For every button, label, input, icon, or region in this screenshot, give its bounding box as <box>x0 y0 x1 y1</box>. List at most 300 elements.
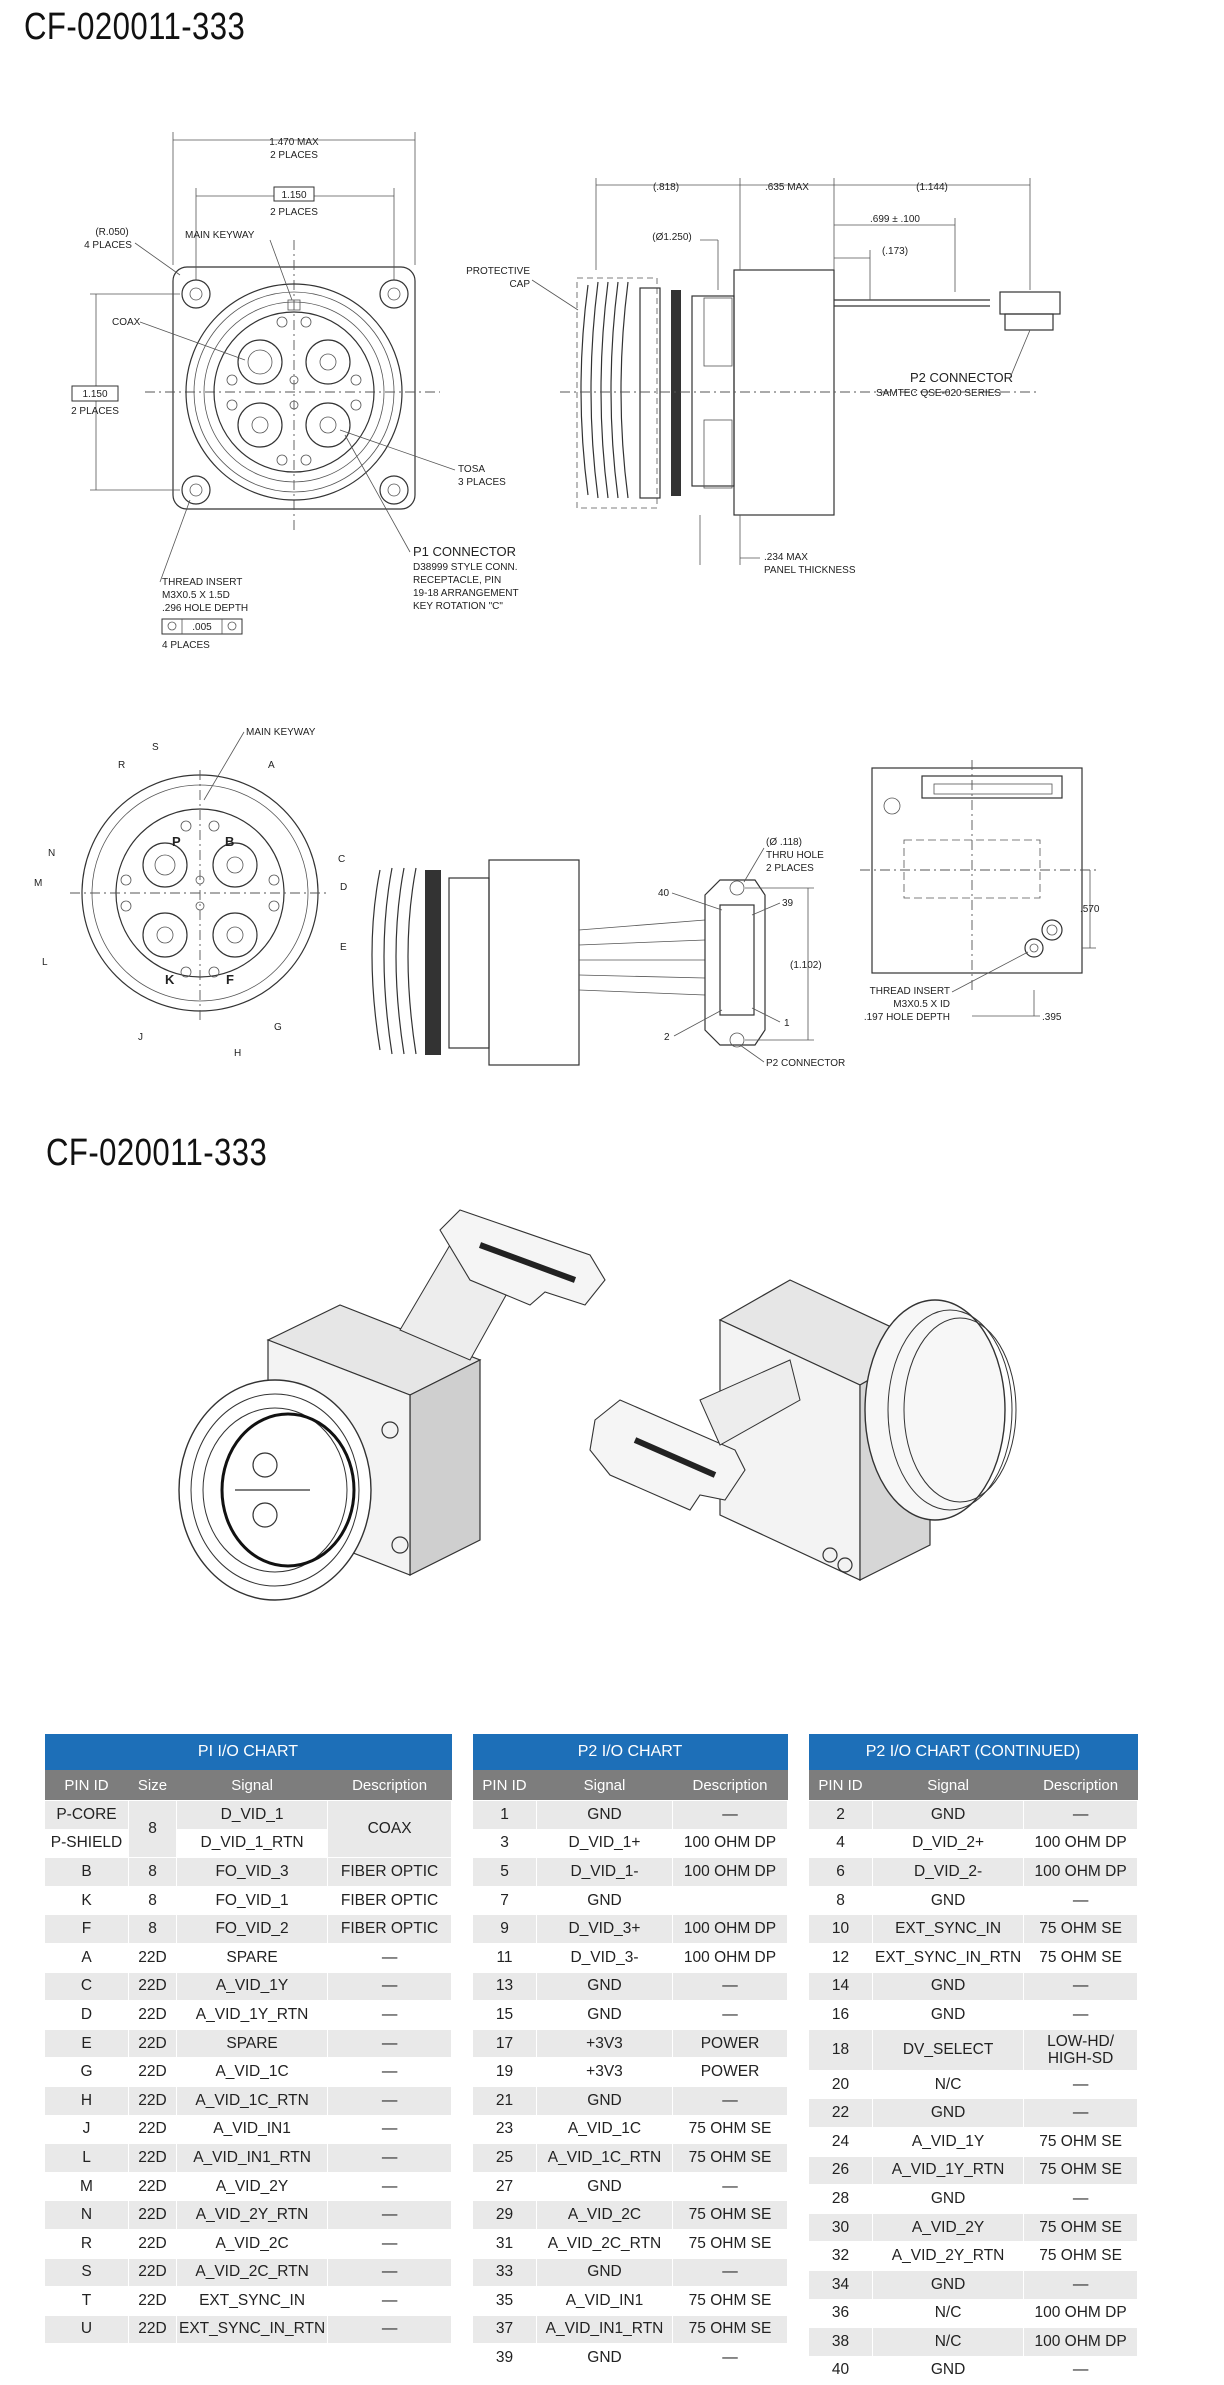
p2-table-cell: 75 OHM SE <box>673 2229 788 2258</box>
svg-text:F: F <box>226 972 234 987</box>
p2-chart-title: P2 I/O CHART <box>473 1734 788 1770</box>
p2c-table-cell: 40 <box>809 2356 873 2385</box>
p2c-table-cell: 100 OHM DP <box>1024 1858 1138 1887</box>
p2-table-cell: A_VID_1C <box>537 2115 673 2144</box>
pi-table-cell: EXT_SYNC_IN <box>177 2287 328 2316</box>
pi-table-cell: — <box>328 2258 452 2287</box>
p2-table-row <box>473 2229 788 2258</box>
pi-table-row <box>45 2172 452 2201</box>
p2c-table-cell: 75 OHM SE <box>1024 1943 1138 1972</box>
p2c-table-cell: 22 <box>809 2099 873 2128</box>
p2c-header-signal: Signal <box>873 1770 1024 1801</box>
p2-table-cell: — <box>673 2001 788 2030</box>
p2-table-cell: 39 <box>473 2344 537 2373</box>
svg-text:S: S <box>152 742 159 753</box>
svg-text:P: P <box>172 834 181 849</box>
p2-table-row <box>473 2287 788 2316</box>
svg-text:.699 ± .100: .699 ± .100 <box>870 214 920 225</box>
svg-text:B: B <box>225 834 235 849</box>
svg-text:2 PLACES: 2 PLACES <box>71 406 119 417</box>
p2-table-cell: 7 <box>473 1886 537 1915</box>
svg-text:MAIN KEYWAY: MAIN KEYWAY <box>246 727 316 738</box>
pi-table-row <box>45 2086 452 2115</box>
svg-text:D38999 STYLE CONN.: D38999 STYLE CONN. <box>413 562 518 573</box>
pi-cell-pin: P-CORE <box>45 1801 129 1830</box>
p2c-table-cell: — <box>1024 1801 1138 1830</box>
svg-text:(1.102): (1.102) <box>790 960 822 971</box>
svg-text:TOSA: TOSA <box>458 464 486 475</box>
p2c-table-cell: GND <box>873 1886 1024 1915</box>
p2-table-cell: — <box>673 1972 788 2001</box>
p2-table-cell: 100 OHM DP <box>673 1943 788 1972</box>
pi-table-cell: — <box>328 2115 452 2144</box>
p2-connector-label: P2 CONNECTOR <box>910 370 1014 385</box>
p2-table-cell: — <box>673 2172 788 2201</box>
svg-text:THRU HOLE: THRU HOLE <box>766 850 824 861</box>
pi-table-cell: A_VID_1C <box>177 2058 328 2087</box>
pi-cell-desc-merged: COAX <box>328 1801 452 1858</box>
p2c-table-row <box>809 2001 1138 2030</box>
pi-header-pin-id: PIN ID <box>45 1770 129 1801</box>
svg-text:L: L <box>42 957 48 968</box>
pi-table-row <box>45 2115 452 2144</box>
p2c-table-row <box>809 1801 1138 1830</box>
p2-table-cell: 100 OHM DP <box>673 1858 788 1887</box>
p2-table-cell: 3 <box>473 1829 537 1858</box>
p2-table-cell: GND <box>537 1886 673 1915</box>
p2c-table-cell: — <box>1024 2001 1138 2030</box>
front-view <box>71 132 519 651</box>
p2c-table-row <box>809 2185 1138 2214</box>
p2-table-cell: 9 <box>473 1915 537 1944</box>
p2c-table-cell: 36 <box>809 2299 873 2328</box>
p2-io-chart-continued <box>808 1734 1138 2385</box>
pi-table-cell: EXT_SYNC_IN_RTN <box>177 2315 328 2344</box>
pi-header-size: Size <box>129 1770 177 1801</box>
p2-table-cell: D_VID_1- <box>537 1858 673 1887</box>
p2-table-cell: D_VID_3+ <box>537 1915 673 1944</box>
p2-table-cell: A_VID_IN1 <box>537 2287 673 2316</box>
pi-table-cell: — <box>328 2029 452 2058</box>
render-title: CF-020011-333 <box>46 1132 268 1174</box>
p2-header-pin-id: PIN ID <box>473 1770 537 1801</box>
p2c-table-row <box>809 1943 1138 1972</box>
p2c-table-cell: 30 <box>809 2213 873 2242</box>
pi-table-cell: M <box>45 2172 129 2201</box>
p2-table-cell: 33 <box>473 2258 537 2287</box>
p2-table-cell: — <box>673 2086 788 2115</box>
svg-text:R: R <box>118 760 126 771</box>
pi-table-cell: E <box>45 2029 129 2058</box>
p2c-table-cell: 6 <box>809 1858 873 1887</box>
p2-table-cell: 75 OHM SE <box>673 2201 788 2230</box>
svg-text:THREAD INSERT: THREAD INSERT <box>869 986 950 997</box>
p2-table-cell: 23 <box>473 2115 537 2144</box>
p2c-header-description: Description <box>1024 1770 1138 1801</box>
p2c-table-row <box>809 2156 1138 2185</box>
pi-table-cell: B <box>45 1858 129 1887</box>
pi-table-cell: — <box>328 2201 452 2230</box>
p2c-table-cell: — <box>1024 1972 1138 2001</box>
svg-text:2 PLACES: 2 PLACES <box>766 863 814 874</box>
pi-table-cell: F <box>45 1915 129 1944</box>
pi-table-cell: G <box>45 2058 129 2087</box>
p2c-table-cell: GND <box>873 2001 1024 2030</box>
p2-table-row <box>473 2086 788 2115</box>
p2-table-cell: 1 <box>473 1801 537 1830</box>
p2c-table-cell: 16 <box>809 2001 873 2030</box>
p2-table-row <box>473 1972 788 2001</box>
p2c-table-cell: 34 <box>809 2270 873 2299</box>
pi-io-chart <box>44 1734 452 2344</box>
pin-face-view <box>34 727 347 1059</box>
dim-1470: 1.470 MAX <box>269 137 319 148</box>
pi-table-row <box>45 2229 452 2258</box>
svg-text:COAX: COAX <box>112 317 141 328</box>
p2c-table-row <box>809 2242 1138 2271</box>
pi-table-row <box>45 2058 452 2087</box>
svg-text:D: D <box>340 882 348 893</box>
p2c-table-cell: GND <box>873 2185 1024 2214</box>
drawing-title: CF-020011-333 <box>24 6 246 48</box>
svg-text:E: E <box>340 942 347 953</box>
p2-table-cell: 27 <box>473 2172 537 2201</box>
p2-table-row <box>473 2172 788 2201</box>
pi-table-cell: S <box>45 2258 129 2287</box>
dim-1150-top: 1.150 <box>281 190 307 201</box>
p2-table-cell: 35 <box>473 2287 537 2316</box>
top-view <box>860 760 1100 1023</box>
p2-table-cell: 100 OHM DP <box>673 1829 788 1858</box>
p2-table-cell: GND <box>537 2172 673 2201</box>
p2-table-cell: — <box>673 2258 788 2287</box>
svg-text:(Ø1.250): (Ø1.250) <box>652 232 692 243</box>
technical-drawing <box>0 0 1224 1130</box>
p2-table-cell: GND <box>537 1801 673 1830</box>
pi-table-row <box>45 1972 452 2001</box>
p2-header-description: Description <box>673 1770 788 1801</box>
ribbon-side-view <box>372 837 845 1069</box>
pi-table-row <box>45 2258 452 2287</box>
pi-table-cell: — <box>328 1943 452 1972</box>
svg-text:M: M <box>34 878 43 889</box>
pi-table-cell: A_VID_2C_RTN <box>177 2258 328 2287</box>
p2c-table-cell: 2 <box>809 1801 873 1830</box>
pi-table-row <box>45 2315 452 2344</box>
p2c-table-row <box>809 1829 1138 1858</box>
p2-table-row <box>473 1943 788 1972</box>
pi-table-row <box>45 2144 452 2173</box>
p2c-table-cell: 75 OHM SE <box>1024 2156 1138 2185</box>
p2c-table-cell: GND <box>873 2099 1024 2128</box>
svg-text:PANEL THICKNESS: PANEL THICKNESS <box>764 565 856 576</box>
p2-table-row <box>473 1858 788 1887</box>
p2c-table-cell: 24 <box>809 2127 873 2156</box>
p2c-table-cell: 100 OHM DP <box>1024 1829 1138 1858</box>
pi-table-cell: — <box>328 2001 452 2030</box>
p2c-table-row <box>809 2328 1138 2357</box>
p2-table-cell: GND <box>537 2258 673 2287</box>
svg-text:(1.144): (1.144) <box>916 182 948 193</box>
p2-table-cell: D_VID_1+ <box>537 1829 673 1858</box>
pi-table-cell: A <box>45 1943 129 1972</box>
p2-table-row <box>473 2315 788 2344</box>
svg-text:MAIN KEYWAY: MAIN KEYWAY <box>185 230 255 241</box>
p2-table-row <box>473 2258 788 2287</box>
pi-table-cell: C <box>45 1972 129 2001</box>
pi-table-cell: 8 <box>129 1886 177 1915</box>
p2c-table-cell: GND <box>873 1801 1024 1830</box>
p2-table-cell: A_VID_IN1_RTN <box>537 2315 673 2344</box>
p2-table-row <box>473 1915 788 1944</box>
p2-table-cell: 100 OHM DP <box>673 1915 788 1944</box>
p2-table-cell: 75 OHM SE <box>673 2315 788 2344</box>
svg-text:M3X0.5 X ID: M3X0.5 X ID <box>893 999 950 1010</box>
p2-table-row <box>473 2058 788 2087</box>
pi-table-cell: 22D <box>129 2058 177 2087</box>
pi-table-cell: A_VID_2C <box>177 2229 328 2258</box>
pi-table-cell: — <box>328 2229 452 2258</box>
svg-text:.395: .395 <box>1042 1012 1062 1023</box>
pi-table-cell: FIBER OPTIC <box>328 1886 452 1915</box>
p2c-table-cell: 26 <box>809 2156 873 2185</box>
p2c-table-cell: A_VID_2Y_RTN <box>873 2242 1024 2271</box>
pi-table-cell: — <box>328 2086 452 2115</box>
p2-table-cell: 75 OHM SE <box>673 2144 788 2173</box>
pi-table-cell: A_VID_IN1_RTN <box>177 2144 328 2173</box>
pi-table-cell: SPARE <box>177 1943 328 1972</box>
p2c-table-cell: — <box>1024 2185 1138 2214</box>
p2-table-cell: 13 <box>473 1972 537 2001</box>
pi-table-cell: 22D <box>129 1943 177 1972</box>
svg-text:(.173): (.173) <box>881 246 909 257</box>
pi-table-cell: A_VID_2Y_RTN <box>177 2201 328 2230</box>
p2c-table-row <box>809 2270 1138 2299</box>
p2c-table-cell: 4 <box>809 1829 873 1858</box>
p2-table-cell: 31 <box>473 2229 537 2258</box>
svg-text:.635 MAX: .635 MAX <box>765 182 809 193</box>
pi-table-row <box>45 1858 452 1887</box>
pi-header-description: Description <box>328 1770 452 1801</box>
pi-table-row <box>45 2029 452 2058</box>
svg-text:.296 HOLE DEPTH: .296 HOLE DEPTH <box>162 603 249 614</box>
p2c-table-cell: 8 <box>809 1886 873 1915</box>
svg-text:2 PLACES: 2 PLACES <box>270 207 318 218</box>
svg-text:J: J <box>138 1032 143 1043</box>
pi-table-cell: K <box>45 1886 129 1915</box>
p2-table-cell: 5 <box>473 1858 537 1887</box>
dim-1150-side: 1.150 <box>82 389 108 400</box>
p2c-table-row <box>809 1915 1138 1944</box>
pi-table-cell: A_VID_1Y_RTN <box>177 2001 328 2030</box>
pi-header-signal: Signal <box>177 1770 328 1801</box>
svg-text:THREAD INSERT: THREAD INSERT <box>162 577 243 588</box>
p2c-table-cell: 28 <box>809 2185 873 2214</box>
pi-table-cell: 8 <box>129 1915 177 1944</box>
pi-table-cell: 22D <box>129 2258 177 2287</box>
p2-table-cell: +3V3 <box>537 2058 673 2087</box>
p2-table-cell: A_VID_2C_RTN <box>537 2229 673 2258</box>
svg-text:K: K <box>165 972 175 987</box>
p2-io-chart <box>472 1734 788 2373</box>
pi-table-cell: L <box>45 2144 129 2173</box>
pi-table-cell: FO_VID_2 <box>177 1915 328 1944</box>
pi-table-cell: T <box>45 2287 129 2316</box>
p2-table-cell: — <box>673 2344 788 2373</box>
svg-text:KEY ROTATION "C": KEY ROTATION "C" <box>413 601 503 612</box>
isometric-renders <box>0 1180 1224 1760</box>
render-right <box>590 1280 1016 1580</box>
p2c-table-cell: EXT_SYNC_IN_RTN <box>873 1943 1024 1972</box>
p2c-table-cell: 20 <box>809 2070 873 2099</box>
p2c-table-cell: 14 <box>809 1972 873 2001</box>
pi-table-cell: A_VID_IN1 <box>177 2115 328 2144</box>
svg-text:1: 1 <box>784 1018 790 1029</box>
pi-table-row <box>45 1943 452 1972</box>
p2-table-cell: A_VID_2C <box>537 2201 673 2230</box>
p2c-table-cell: 75 OHM SE <box>1024 1915 1138 1944</box>
p1-connector-label: P1 CONNECTOR <box>413 544 517 559</box>
svg-text:PROTECTIVE: PROTECTIVE <box>466 266 530 277</box>
pi-table-cell: — <box>328 2315 452 2344</box>
pi-table-cell: 22D <box>129 2115 177 2144</box>
p2c-table-cell: — <box>1024 1886 1138 1915</box>
p2-table-cell: 75 OHM SE <box>673 2115 788 2144</box>
p2c-table-cell: DV_SELECT <box>873 2029 1024 2070</box>
p2-table-cell: 25 <box>473 2144 537 2173</box>
pi-table-cell: FO_VID_3 <box>177 1858 328 1887</box>
p2c-table-cell: 32 <box>809 2242 873 2271</box>
pi-cell-signal: D_VID_1_RTN <box>177 1829 328 1858</box>
pi-table-cell: A_VID_1C_RTN <box>177 2086 328 2115</box>
pi-table-row <box>45 2001 452 2030</box>
pi-table-cell: — <box>328 2172 452 2201</box>
p2c-table-cell: A_VID_1Y <box>873 2127 1024 2156</box>
svg-text:H: H <box>234 1048 242 1059</box>
svg-text:C: C <box>338 854 346 865</box>
p2c-table-cell: 12 <box>809 1943 873 1972</box>
p2c-table-cell: A_VID_1Y_RTN <box>873 2156 1024 2185</box>
p2c-table-cell: 18 <box>809 2029 873 2070</box>
svg-text:.570: .570 <box>1080 904 1100 915</box>
svg-text:(.818): (.818) <box>652 182 680 193</box>
pi-table-cell: 22D <box>129 2287 177 2316</box>
p2c-chart-title: P2 I/O CHART (CONTINUED) <box>809 1734 1138 1770</box>
p2c-table-cell: N/C <box>873 2328 1024 2357</box>
pi-table-row <box>45 1915 452 1944</box>
p2c-table-cell: 100 OHM DP <box>1024 2299 1138 2328</box>
svg-text:N: N <box>48 848 56 859</box>
svg-text:G: G <box>274 1022 282 1033</box>
p2c-table-row <box>809 2356 1138 2385</box>
pi-table-cell: 22D <box>129 2315 177 2344</box>
p2c-table-cell: 75 OHM SE <box>1024 2127 1138 2156</box>
p2-table-cell: 19 <box>473 2058 537 2087</box>
p2-table-cell: — <box>673 1801 788 1830</box>
p2c-table-cell: EXT_SYNC_IN <box>873 1915 1024 1944</box>
svg-text:2 PLACES: 2 PLACES <box>270 150 318 161</box>
p2c-table-cell: D_VID_2- <box>873 1858 1024 1887</box>
p2c-table-cell: 100 OHM DP <box>1024 2328 1138 2357</box>
pi-table-cell: 22D <box>129 2201 177 2230</box>
p2-table-cell: GND <box>537 1972 673 2001</box>
p2-table-cell: 15 <box>473 2001 537 2030</box>
p2c-table-cell: 75 OHM SE <box>1024 2242 1138 2271</box>
pi-table-cell: 22D <box>129 2001 177 2030</box>
pi-table-cell: FIBER OPTIC <box>328 1915 452 1944</box>
p2-table-cell: POWER <box>673 2058 788 2087</box>
p2c-table-row <box>809 2070 1138 2099</box>
svg-text:3 PLACES: 3 PLACES <box>458 477 506 488</box>
p2c-table-cell: GND <box>873 2270 1024 2299</box>
svg-text:.197 HOLE DEPTH: .197 HOLE DEPTH <box>863 1012 950 1023</box>
pi-table-cell: 22D <box>129 1972 177 2001</box>
side-view <box>466 178 1060 576</box>
svg-text:M3X0.5 X 1.5D: M3X0.5 X 1.5D <box>162 590 230 601</box>
svg-text:SAMTEC QSE-020 SERIES: SAMTEC QSE-020 SERIES <box>876 388 1002 399</box>
p2c-table-cell: A_VID_2Y <box>873 2213 1024 2242</box>
render-left <box>179 1210 605 1600</box>
p2-table-cell: GND <box>537 2344 673 2373</box>
pi-table-cell: A_VID_2Y <box>177 2172 328 2201</box>
p2c-header-pin-id: PIN ID <box>809 1770 873 1801</box>
p2-table-cell: 11 <box>473 1943 537 1972</box>
p2-table-row <box>473 2201 788 2230</box>
svg-text:4 PLACES: 4 PLACES <box>84 240 132 251</box>
p2c-table-row <box>809 2299 1138 2328</box>
svg-text:.005: .005 <box>192 622 212 633</box>
p2c-table-cell: 75 OHM SE <box>1024 2213 1138 2242</box>
pi-cell-signal: D_VID_1 <box>177 1801 328 1830</box>
p2c-table-row <box>809 2099 1138 2128</box>
pi-table-cell: N <box>45 2201 129 2230</box>
svg-text:39: 39 <box>782 898 794 909</box>
svg-text:.234 MAX: .234 MAX <box>764 552 808 563</box>
p2c-table-cell: 10 <box>809 1915 873 1944</box>
p2-table-cell: 17 <box>473 2029 537 2058</box>
p2c-table-cell: 38 <box>809 2328 873 2357</box>
pi-table-cell: 22D <box>129 2144 177 2173</box>
p2c-table-cell: LOW-HD/ HIGH-SD <box>1024 2029 1138 2070</box>
pi-table-cell: SPARE <box>177 2029 328 2058</box>
p2c-table-cell: D_VID_2+ <box>873 1829 1024 1858</box>
p2-table-row <box>473 2001 788 2030</box>
p2c-table-cell: — <box>1024 2356 1138 2385</box>
p2-table-cell: GND <box>537 2086 673 2115</box>
p2-table-cell: D_VID_3- <box>537 1943 673 1972</box>
svg-text:(Ø .118): (Ø .118) <box>766 837 802 848</box>
p2c-table-row <box>809 2029 1138 2070</box>
pi-table-cell: 22D <box>129 2086 177 2115</box>
svg-text:A: A <box>268 760 275 771</box>
svg-text:40: 40 <box>658 888 670 899</box>
p2-table-cell: 29 <box>473 2201 537 2230</box>
svg-text:RECEPTACLE, PIN: RECEPTACLE, PIN <box>413 575 502 586</box>
pi-chart-title: PI I/O CHART <box>45 1734 452 1770</box>
p2c-table-cell: — <box>1024 2270 1138 2299</box>
p2-table-row <box>473 2029 788 2058</box>
p2c-table-cell: GND <box>873 2356 1024 2385</box>
p2c-table-cell: GND <box>873 1972 1024 2001</box>
pi-table-cell: U <box>45 2315 129 2344</box>
svg-text:19-18 ARRANGEMENT: 19-18 ARRANGEMENT <box>413 588 519 599</box>
pi-table-cell: J <box>45 2115 129 2144</box>
p2-table-cell <box>673 1886 788 1915</box>
p2-table-row <box>473 1829 788 1858</box>
p2-table-row <box>473 1801 788 1830</box>
svg-text:4 PLACES: 4 PLACES <box>162 640 210 651</box>
p2-table-cell: A_VID_1C_RTN <box>537 2144 673 2173</box>
